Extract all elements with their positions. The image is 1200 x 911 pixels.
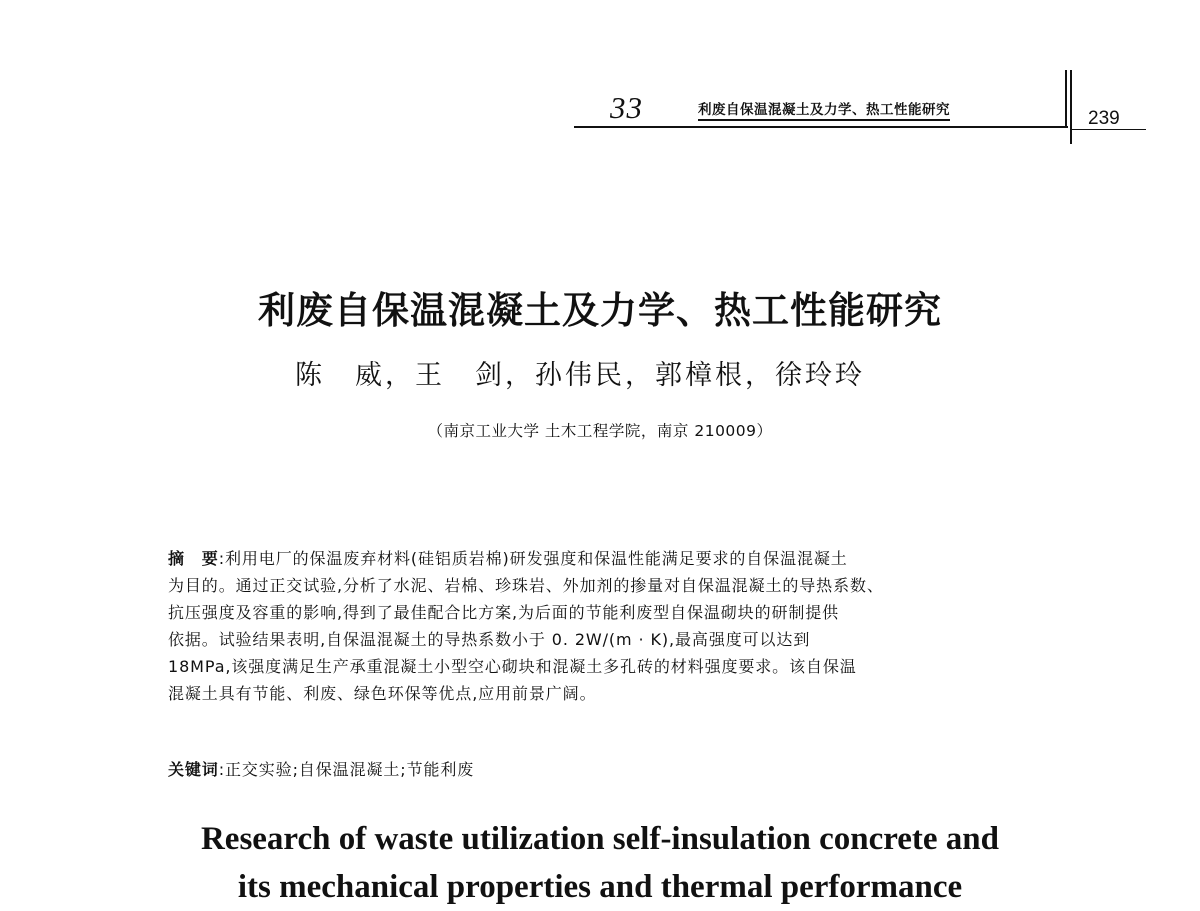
english-title-line-1: Research of waste utilization self-insulation concrete and: [200, 821, 1000, 857]
page-number: 239: [1088, 108, 1120, 129]
abstract-label: 摘 要: [168, 549, 219, 568]
abstract-line: 18MPa,该强度满足生产承重混凝土小型空心砌块和混凝土多孔砖的材料强度要求。该自保温: [168, 657, 857, 676]
english-title-line-2: its mechanical properties and thermal performance: [237, 869, 963, 905]
article-authors: 陈 威，王 剑，孙伟民，郭樟根，徐玲玲: [295, 360, 865, 391]
header-divider-bar-2: [1070, 70, 1072, 144]
header-rule: [574, 126, 1068, 128]
article-title: 利废自保温混凝土及力学、热工性能研究: [258, 288, 942, 332]
keywords-text: :正交实验;自保温混凝土;节能利废: [218, 760, 475, 779]
chapter-number: 33: [610, 90, 643, 125]
running-title: 利废自保温混凝土及力学、热工性能研究: [698, 98, 950, 121]
abstract-line: 为目的。通过正交试验,分析了水泥、岩棉、珍珠岩、外加剂的掺量对自保温混凝土的导热系数、: [168, 576, 884, 595]
abstract-line: 抗压强度及容重的影响,得到了最佳配合比方案,为后面的节能利废型自保温砌块的研制提供: [168, 603, 840, 622]
page-number-rule: [1072, 129, 1146, 130]
abstract-line: 依据。试验结果表明,自保温混凝土的导热系数小于 0. 2W/(m · K),最高强度可以达到: [168, 630, 811, 649]
running-header: [574, 90, 1064, 132]
abstract-line: 混凝土具有节能、利废、绿色环保等优点,应用前景广阔。: [168, 684, 597, 703]
abstract-line: [168, 545, 1028, 572]
abstract-text: :利用电厂的保温废弃材料(硅铝质岩棉)研发强度和保温性能满足要求的自保温混凝土: [218, 549, 848, 568]
english-title: [0, 815, 1200, 911]
article-affiliation: （南京工业大学 土木工程学院，南京 210009）: [427, 422, 773, 440]
keywords-label: 关键词: [168, 760, 219, 779]
abstract: [168, 545, 1028, 707]
keywords: [168, 757, 474, 780]
header-divider-bar: [1065, 70, 1067, 128]
